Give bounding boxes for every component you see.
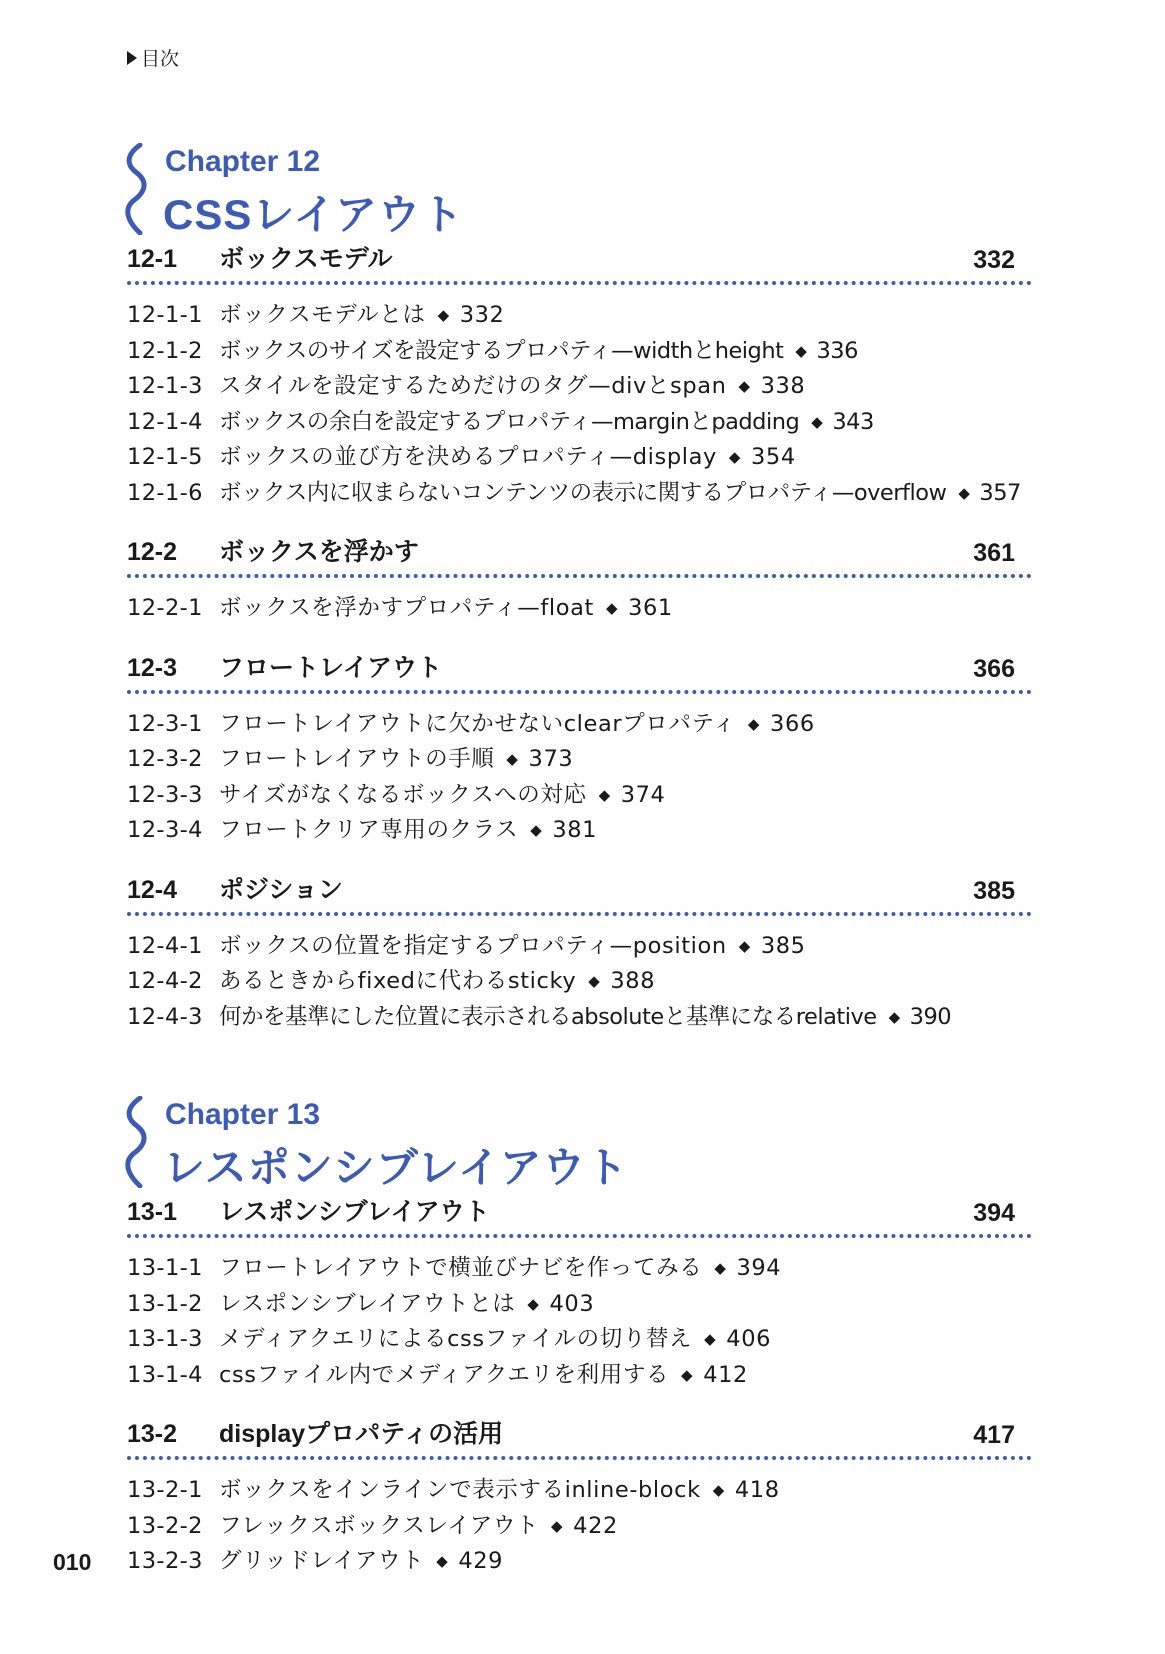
section-page: 385 [973,876,1015,905]
diamond-bullet-icon: ◆ [888,1007,900,1026]
section-heading [127,536,1032,574]
section-page: 366 [973,654,1015,683]
item-title: 何かを基準にした位置に表示されるabsoluteと基準になるrelative [219,1003,877,1030]
item-number: 12-3-4 [127,817,203,843]
section-heading [127,652,1032,690]
item-number: 13-1-1 [127,1255,203,1281]
item-title: スタイルを設定するためだけのタグ—divとspan [219,373,727,399]
chapter-label: Chapter 12 [165,145,321,178]
item-number: 13-1-4 [127,1361,203,1388]
toc-section [127,243,1032,511]
toc-section [127,652,1032,849]
item-number: 12-1-5 [127,444,203,470]
section-heading [127,1196,1032,1234]
toc-item [127,1509,1032,1545]
item-page: 422 [573,1512,618,1539]
toc-item [127,369,1032,405]
toc-item [127,1473,1032,1509]
item-page: 429 [458,1548,504,1574]
section-title: ポジション [219,875,343,904]
item-page: 336 [816,337,858,364]
item-number: 12-1-6 [127,479,203,506]
item-title: ボックスの位置を指定するプロパティ—position [219,932,727,959]
item-number: 13-1-2 [127,1290,203,1317]
diamond-bullet-icon: ◆ [605,599,619,617]
section-heading-text [127,870,343,906]
section-page: 361 [973,539,1015,567]
section-page: 417 [973,1421,1015,1449]
diamond-bullet-icon: ◆ [436,1552,449,1570]
item-title: レスポンシブレイアウトとは [219,1290,516,1317]
section-heading [127,874,1032,912]
toc-item [127,742,1032,778]
breadcrumb-label: 目次 [141,48,180,70]
section-heading-text [127,239,393,275]
toc-item [127,1000,1032,1036]
section-heading-text [127,1192,490,1228]
diamond-bullet-icon: ◆ [588,972,601,990]
section-page: 332 [973,246,1015,274]
item-title: ボックスのサイズを設定するプロパティ—widthとheight [219,337,784,364]
item-number: 13-2-3 [127,1548,203,1574]
item-number: 12-3-2 [127,746,203,772]
section-number: 12-2 [127,538,178,566]
toc-item [127,591,1032,627]
item-page: 343 [832,408,874,435]
diamond-bullet-icon: ◆ [714,1259,727,1277]
toc-item [127,405,1032,441]
diamond-bullet-icon: ◆ [506,750,519,768]
item-page: 373 [528,746,574,772]
item-title: フロートレイアウトで横並びナビを作ってみる [219,1255,703,1281]
toc-section [127,874,1032,1036]
toc-section [127,536,1032,627]
diamond-bullet-icon: ◆ [704,1330,717,1348]
item-number: 12-4-2 [127,968,203,994]
section-heading-text [127,1414,503,1450]
section-heading-text [127,532,419,568]
item-number: 12-3-3 [127,781,203,808]
wave-ornament-icon [123,1096,147,1188]
item-title: ボックスをインラインで表示するinline-block [219,1477,701,1503]
chapter-title: CSSレイアウト [163,191,464,238]
toc-item [127,929,1032,965]
item-title: フロートレイアウトに欠かせないclearプロパティ [219,710,736,737]
item-page: 403 [549,1290,595,1317]
section-page: 394 [973,1199,1015,1227]
diamond-bullet-icon: ◆ [527,1294,540,1313]
dotted-divider [127,574,1032,578]
section-title: ボックスを浮かす [219,538,419,566]
item-title: フロートレイアウトの手順 [219,746,495,772]
item-page: 332 [459,302,505,328]
item-number: 12-4-1 [127,932,203,959]
dotted-divider [127,1456,1032,1460]
item-title: あるときからfixedに代わるsticky [219,968,577,994]
diamond-bullet-icon: ◆ [747,714,761,733]
item-number: 12-3-1 [127,710,203,737]
section-number: 13-1 [127,1198,178,1226]
item-title: フレックスボックスレイアウト [219,1512,540,1539]
item-page: 381 [552,817,598,843]
section-number: 12-3 [127,653,178,682]
chapter-title: レスポンシブレイアウト [163,1144,629,1191]
dotted-divider [127,1234,1032,1238]
toc-item [127,964,1032,1000]
toc-section [127,1196,1032,1393]
toc-item [127,1322,1032,1358]
diamond-bullet-icon: ◆ [738,936,751,955]
item-page: 361 [628,595,673,621]
item-page: 338 [760,373,806,399]
item-title: ボックスの余白を設定するプロパティ—marginとpadding [219,408,800,435]
item-number: 12-4-3 [127,1003,203,1030]
chapter-heading [127,137,1032,243]
item-title: ボックスモデルとは [219,302,426,328]
section-heading [127,243,1032,281]
diamond-bullet-icon: ◆ [681,1365,694,1384]
diamond-bullet-icon: ◆ [958,483,970,502]
item-page: 412 [703,1361,748,1388]
diamond-bullet-icon: ◆ [530,821,543,839]
item-title: ボックス内に収まらないコンテンツの表示に関するプロパティ—overflow [219,479,947,506]
dotted-divider [127,281,1032,285]
item-number: 13-2-1 [127,1477,203,1503]
item-number: 12-1-1 [127,302,203,328]
section-number: 12-4 [127,875,178,904]
table-of-contents [127,137,1032,1605]
page-number: 010 [53,1549,92,1575]
toc-item [127,707,1032,743]
item-number: 13-2-2 [127,1512,203,1539]
chapter-heading [127,1090,1032,1196]
toc-item [127,813,1032,849]
item-number: 12-1-2 [127,337,203,364]
wave-ornament-icon [123,143,147,235]
toc-item [127,1251,1032,1287]
toc-item [127,1358,1032,1394]
item-title: フロートクリア専用のクラス [219,817,519,843]
item-title: グリッドレイアウト [219,1548,425,1574]
diamond-bullet-icon: ◆ [712,1481,725,1499]
item-number: 12-1-4 [127,408,203,435]
diamond-bullet-icon: ◆ [437,306,450,324]
item-page: 394 [736,1255,782,1281]
item-page: 366 [770,710,815,737]
diamond-bullet-icon: ◆ [738,377,751,395]
breadcrumb [127,44,179,71]
item-number: 12-2-1 [127,595,203,621]
section-number: 12-1 [127,245,178,273]
item-title: メディアクエリによるcssファイルの切り替え [219,1326,693,1352]
diamond-bullet-icon: ◆ [598,785,611,804]
toc-item [127,476,1032,512]
toc-item [127,334,1032,370]
item-number: 13-1-3 [127,1326,203,1352]
dotted-divider [127,690,1032,694]
dotted-divider [127,912,1032,916]
diamond-bullet-icon: ◆ [728,448,742,466]
section-heading [127,1418,1032,1456]
item-page: 406 [726,1326,772,1352]
section-heading-text [127,648,442,684]
section-title: レスポンシブレイアウト [219,1198,490,1226]
chapter-spacer [127,1060,1032,1090]
section-number: 13-2 [127,1420,178,1448]
chapter-label: Chapter 13 [165,1098,321,1131]
item-page: 418 [734,1477,780,1503]
item-page: 357 [979,479,1021,506]
toc-item [127,778,1032,814]
item-page: 385 [760,932,806,959]
section-title: displayプロパティの活用 [219,1420,504,1448]
item-title: cssファイル内でメディアクエリを利用する [219,1361,670,1388]
diamond-bullet-icon: ◆ [795,341,807,360]
item-title: ボックスを浮かすプロパティ—float [219,595,594,621]
item-number: 12-1-3 [127,373,203,399]
toc-item [127,1544,1032,1580]
toc-item [127,298,1032,334]
item-page: 390 [909,1003,952,1030]
diamond-bullet-icon: ◆ [811,412,823,431]
item-title: サイズがなくなるボックスへの対応 [219,781,587,808]
triangle-right-icon [127,51,137,65]
item-page: 354 [751,444,796,470]
diamond-bullet-icon: ◆ [551,1516,564,1535]
section-title: フロートレイアウト [219,653,443,682]
item-title: ボックスの並び方を決めるプロパティ—display [219,444,717,470]
item-page: 374 [620,781,666,808]
item-page: 388 [610,968,656,994]
toc-item [127,440,1032,476]
toc-item [127,1287,1032,1323]
toc-section [127,1418,1032,1580]
section-title: ボックスモデル [219,245,393,273]
